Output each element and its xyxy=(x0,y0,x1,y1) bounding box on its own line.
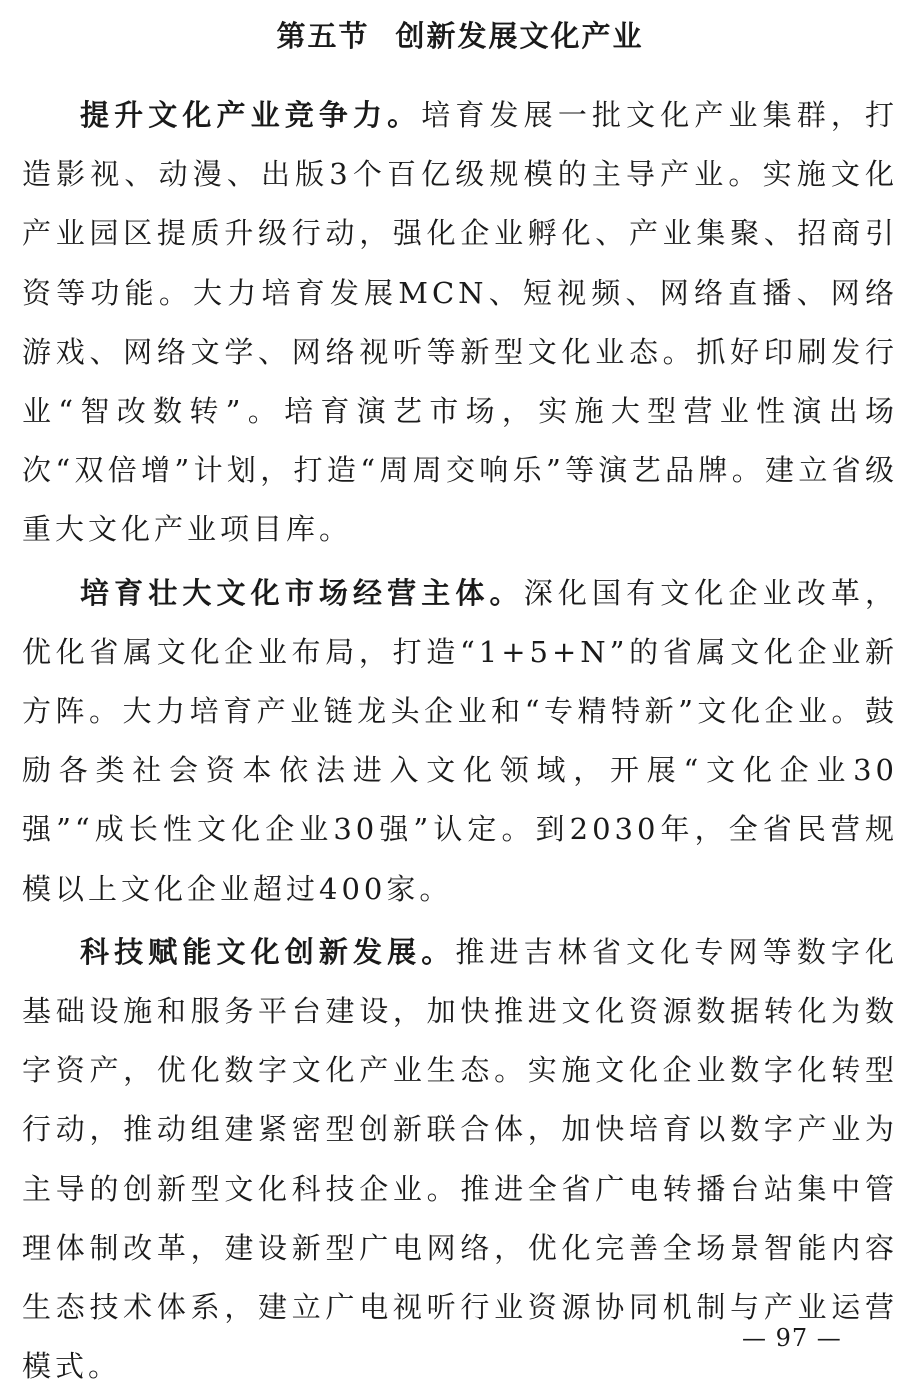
paragraph-competitiveness xyxy=(22,86,898,560)
paragraph-lead: 培育壮大文化市场经营主体。 xyxy=(80,575,524,610)
paragraph-lead: 提升文化产业竞争力。 xyxy=(80,98,422,132)
paragraph-market-entities xyxy=(22,564,898,919)
paragraph-lead: 科技赋能文化创新发展。 xyxy=(80,934,456,969)
section-title: 创新发展文化产业 xyxy=(395,19,644,53)
paragraph-body: 推进吉林省文化专网等数字化基础设施和服务平台建设，加快推进文化资源数据转化为数字资产，优化数字文化产业生态。实施文化企业数字化转型行动，推动组建紧密型创新联合体，加快培育以数字产业为主导的创新型文化科技企业。推进全省广电转播台站集中管理体制改革，建设新型广电网络，优化完善全场景智能内容生态技术体系，建立广电视听行业资源协同机制与产业运营模式。 xyxy=(22,934,898,1384)
paragraph-body: 深化国有文化企业改革，优化省属文化企业布局，打造“1+5+N”的省属文化企业新方阵。大力培育产业链龙头企业和“专精特新”文化企业。鼓励各类社会资本依法进入文化领域，开展“文化企业30强”“成长性文化企业30强”认定。到2030年，全省民营规模以上文化企业超过400家。 xyxy=(22,575,898,906)
section-heading xyxy=(22,14,898,58)
page-number: — 97 — xyxy=(742,1324,842,1352)
paragraph-body: 培育发展一批文化产业集群，打造影视、动漫、出版3个百亿级规模的主导产业。实施文化产业园区提质升级行动，强化企业孵化、产业集聚、招商引资等功能。大力培育发展MCN、短视频、网络直播、网络游戏、网络文学、网络视听等新型文化业态。抓好印刷发行业“智改数转”。培育演艺市场，实施大型营业性演出场次“双倍增”计划，打造“周周交响乐”等演艺品牌。建立省级重大文化产业项目库。 xyxy=(22,98,898,547)
section-number: 第五节 xyxy=(276,19,370,53)
document-page xyxy=(22,0,898,1396)
